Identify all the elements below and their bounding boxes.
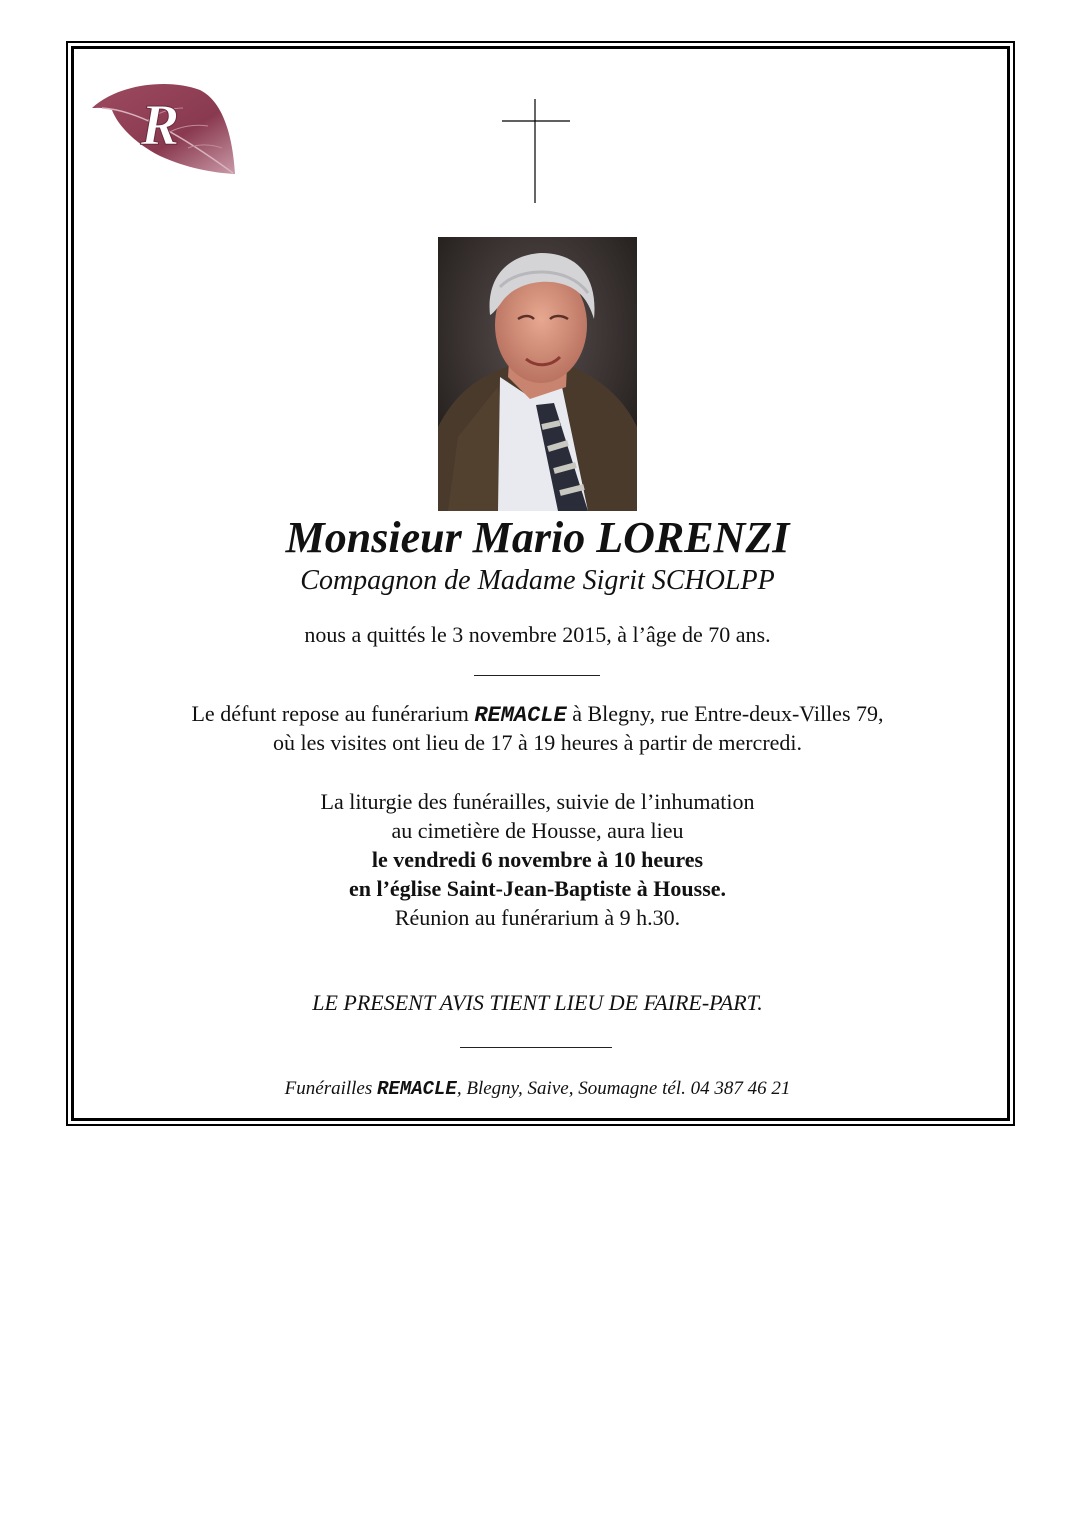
repose-line-1 (66, 699, 1009, 730)
separator-footer (460, 1047, 612, 1048)
liturgy-meeting: Réunion au funérarium à 9 h.30. (394, 905, 681, 930)
repose-text-after: à Blegny, rue Entre-deux-Villes 79, (566, 701, 884, 726)
deceased-name: Monsieur Mario LORENZI (285, 513, 790, 562)
remacle-leaf-logo (88, 78, 238, 178)
liturgy-line-2: au cimetière de Housse, aura lieu (391, 818, 684, 843)
faire-part-notice: LE PRESENT AVIS TIENT LIEU DE FAIRE-PART. (312, 990, 763, 1015)
separator-top (474, 675, 600, 676)
repose-line-2: où les visites ont lieu de 17 à 19 heures à partir de mercredi. (272, 730, 803, 755)
liturgy-date: le vendredi 6 novembre à 10 heures (371, 847, 704, 872)
companion-line: Compagnon de Madame Sigrit SCHOLPP (300, 565, 775, 596)
passing-line: nous a quittés le 3 novembre 2015, à l’âge de 70 ans. (304, 622, 771, 647)
repose-text-before: Le défunt repose au funérarium (191, 701, 475, 726)
liturgy-line-1: La liturgie des funérailles, suivie de l’inhumation (320, 789, 755, 814)
footer-prefix: Funérailles (284, 1078, 378, 1099)
repose-brand: REMACLE (474, 703, 567, 728)
footer-brand: REMACLE (377, 1078, 457, 1100)
cross-icon (500, 99, 572, 203)
liturgy-church: en l’église Saint-Jean-Baptiste à Housse. (348, 876, 727, 901)
footer-suffix: , Blegny, Saive, Soumagne tél. 04 387 46 21 (456, 1078, 791, 1099)
portrait-photo (438, 237, 637, 511)
svg-text:R: R (140, 92, 180, 157)
footer-line (66, 1078, 1009, 1100)
